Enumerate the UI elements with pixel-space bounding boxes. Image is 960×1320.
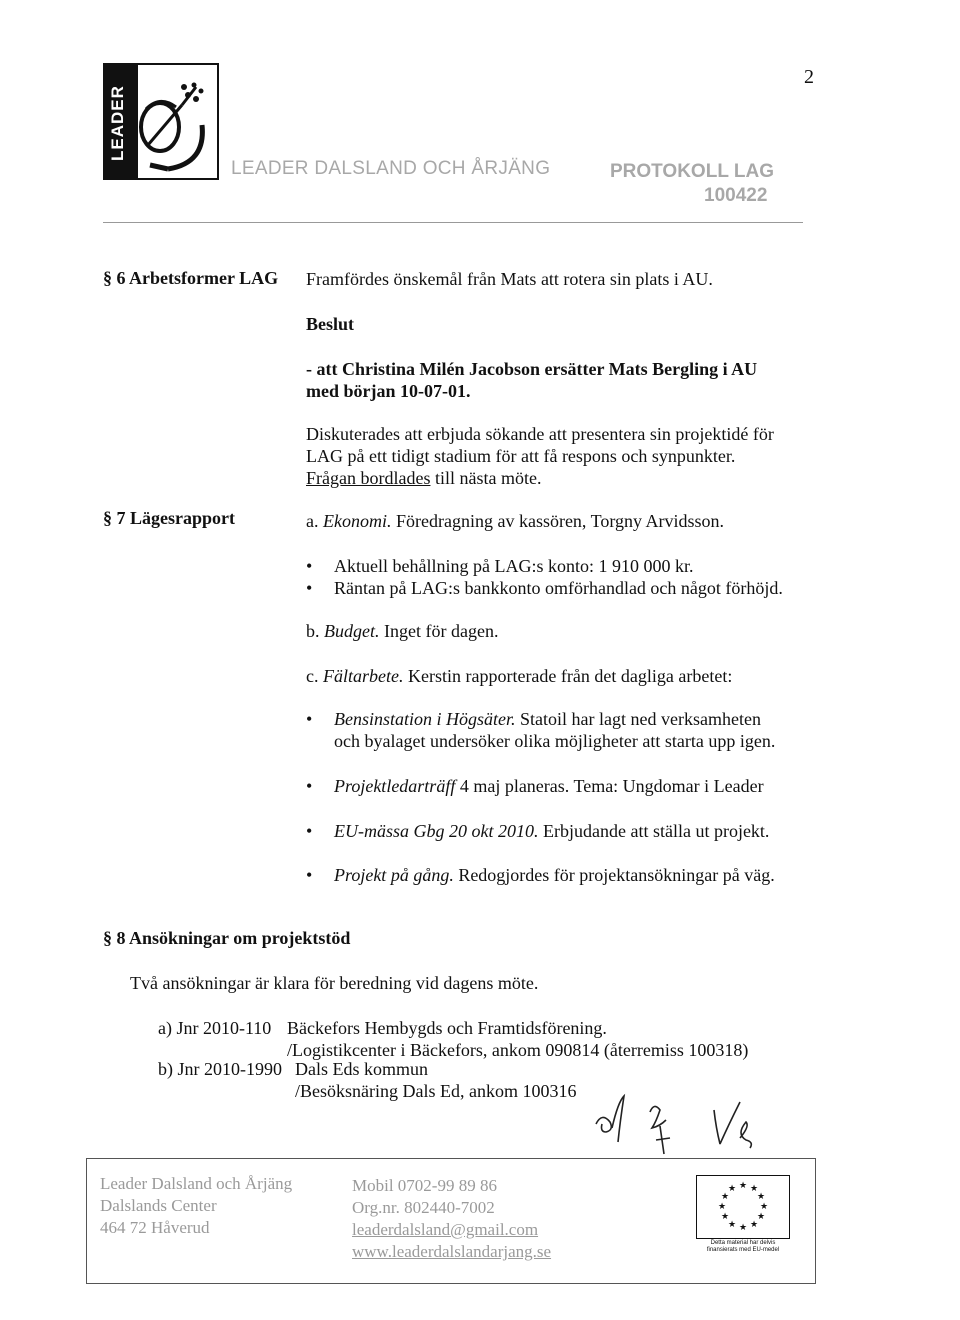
list-item: • Bensinstation i Högsäter. Statoil har lagt ned verksamheten och byalaget undersöker olika möjligheter att starta upp igen. (306, 708, 826, 752)
application-a-label: a) Jnr 2010-110 (158, 1018, 272, 1038)
document-date: 100422 (704, 185, 768, 206)
list-item: • Projektledarträff 4 maj planeras. Tema: Ungdomar i Leader (306, 775, 826, 797)
footer-contact (352, 1175, 551, 1263)
item-a-text: Föredragning av kassören, Torgny Arvidsson. (391, 511, 725, 531)
document-header (610, 160, 774, 208)
discussion-line-1: Diskuterades att erbjuda sökande att presentera sin projektidé för (306, 424, 774, 444)
svg-text:★: ★ (749, 1220, 759, 1230)
footer-org: Leader Dalsland och Årjäng (100, 1174, 293, 1193)
fieldwork-bullets-3 (306, 820, 826, 842)
tabled-question: Frågan bordlades (306, 468, 431, 488)
item-a-prefix: a. (306, 511, 323, 531)
leaf-emblem-icon (138, 65, 217, 178)
footer-mobile: Mobil 0702-99 89 86 (352, 1176, 497, 1195)
list-item: • Räntan på LAG:s bankkonto omförhandlad och något förhöjd. (306, 577, 826, 599)
organization-name: LEADER DALSLAND OCH ÅRJÄNG (231, 158, 551, 179)
list-item: • Aktuell behållning på LAG:s konto: 1 910 000 kr. (306, 555, 826, 577)
document-title: PROTOKOLL LAG (610, 161, 774, 182)
item-b-text: Inget för dagen. (379, 621, 499, 641)
application-b-line-2: /Besöksnäring Dals Ed, ankom 100316 (295, 1081, 577, 1101)
footer-address (100, 1173, 292, 1239)
discussion-line-2: LAG på ett tidigt stadium för att få respons och synpunkter. (306, 446, 736, 466)
svg-text:★: ★ (720, 1212, 730, 1222)
item-b-title: Budget. (324, 621, 380, 641)
section-8-heading: § 8 Ansökningar om projektstöd (103, 928, 351, 948)
discussion-line-3-rest: till nästa möte. (430, 468, 542, 488)
eu-caption: Detta material har delvis finansierats med EU-medel (706, 1240, 780, 1253)
svg-text:★: ★ (756, 1212, 766, 1222)
item-c-title: Fältarbete. (323, 666, 404, 686)
svg-text:★: ★ (720, 1192, 730, 1202)
item-a-title: Ekonomi. (323, 511, 392, 531)
svg-text:★: ★ (738, 1181, 748, 1191)
eu-flag (696, 1175, 790, 1239)
item-c-prefix: c. (306, 666, 323, 686)
footer-orgnr: Org.nr. 802440-7002 (352, 1198, 495, 1217)
eu-stars-icon (697, 1176, 789, 1238)
application-a-line-2: /Logistikcenter i Bäckefors, ankom 090814 (återremiss 100318) (287, 1040, 749, 1060)
footer-website-link[interactable]: www.leaderdalslandarjang.se (352, 1242, 552, 1261)
svg-text:★: ★ (749, 1184, 759, 1194)
application-b-label: b) Jnr 2010-1990 (158, 1059, 282, 1079)
item-c-text: Kerstin rapporterade från det dagliga arbetet: (403, 666, 733, 686)
fieldwork-bullets-4 (306, 864, 826, 886)
section-6-heading: § 6 Arbetsformer LAG (103, 268, 279, 288)
svg-text:★: ★ (759, 1202, 769, 1212)
section-6-intro: Framfördes önskemål från Mats att rotera sin plats i AU. (306, 269, 713, 289)
footer-email-link[interactable]: leaderdalsland@gmail.com (352, 1220, 539, 1239)
svg-text:★: ★ (756, 1192, 766, 1202)
header-divider (103, 222, 803, 223)
item-c (306, 665, 732, 687)
section-8-intro: Två ansökningar är klara för beredning vid dagens möte. (130, 973, 539, 993)
svg-text:★: ★ (717, 1202, 727, 1212)
svg-text:★: ★ (727, 1184, 737, 1194)
list-item: • Projekt på gång. Redogjordes för projektansökningar på väg. (306, 864, 826, 886)
svg-text:★: ★ (727, 1220, 737, 1230)
leader-logo (103, 63, 219, 180)
application-b-line-1: Dals Eds kommun (295, 1059, 428, 1079)
beslut-label: Beslut (306, 314, 355, 334)
item-b (306, 620, 498, 642)
economy-bullets (306, 555, 826, 599)
item-a (306, 510, 724, 532)
footer-postal: 464 72 Håverud (100, 1218, 210, 1237)
fieldwork-bullets-2 (306, 775, 826, 797)
fieldwork-bullets (306, 708, 826, 752)
list-item: • EU-mässa Gbg 20 okt 2010. Erbjudande att ställa ut projekt. (306, 820, 826, 842)
handwritten-initials-icon (590, 1082, 790, 1162)
svg-text:★: ★ (738, 1223, 748, 1233)
page-number: 2 (804, 66, 814, 88)
application-a-line-1: Bäckefors Hembygds och Framtidsförening. (287, 1018, 607, 1038)
section-7-heading: § 7 Lägesrapport (103, 508, 235, 528)
logo-text: LEADER (108, 85, 127, 161)
beslut-line-2: med början 10-07-01. (306, 381, 471, 401)
discussion-line-3 (306, 467, 541, 489)
beslut-line-1: - att Christina Milén Jacobson ersätter Mats Bergling i AU (306, 359, 758, 379)
item-b-prefix: b. (306, 621, 324, 641)
footer-building: Dalslands Center (100, 1196, 217, 1215)
